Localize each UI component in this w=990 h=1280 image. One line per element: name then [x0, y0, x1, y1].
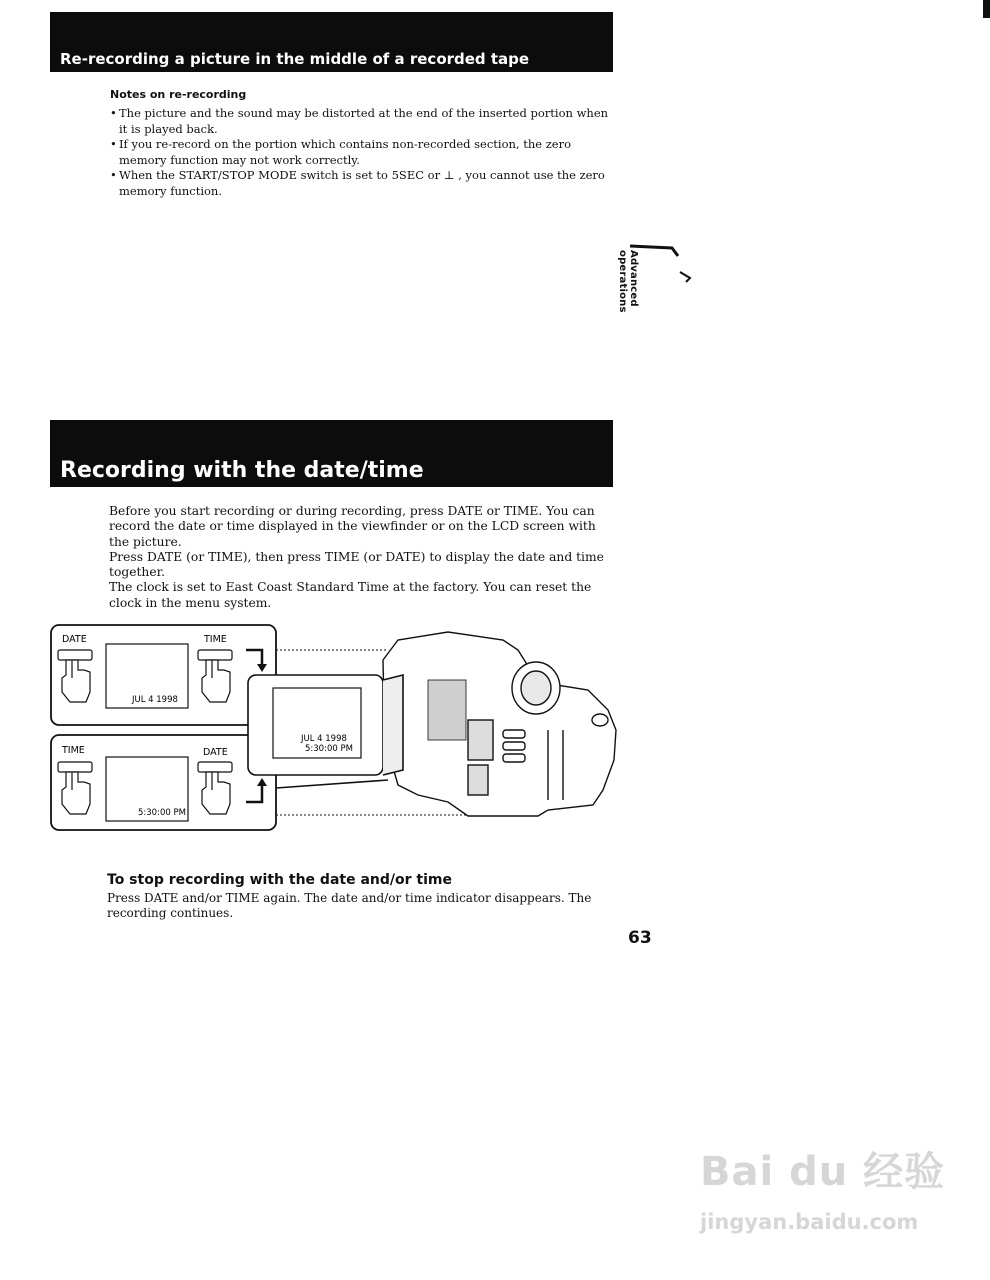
button-label: TIME: [62, 745, 85, 756]
notes-heading: Notes on re-recording: [110, 88, 247, 101]
button-label: DATE: [203, 747, 228, 758]
lcd-panel: [248, 675, 403, 788]
screen-text: 5:30:00 PM: [138, 808, 186, 818]
side-tab-label: Advanced operations: [617, 250, 639, 313]
screen-text: JUL 4 1998: [132, 695, 178, 705]
button-label: TIME: [204, 634, 227, 645]
intro-text: [109, 504, 614, 611]
list-item: • When the START/STOP MODE switch is set to 5SEC or ⊥ , you cannot use the zero memory function.: [110, 168, 612, 199]
section-title: Recording with the date/time: [60, 458, 424, 483]
subsection-text: Press DATE and/or TIME again. The date and/or time indicator disappears. The recording continues.: [107, 891, 592, 920]
camcorder-illustration: [383, 632, 616, 816]
intro-paragraph: Before you start recording or during recording, press DATE or TIME. You can record the date or time displayed in the viewfinder or on the LCD screen with the picture.: [109, 504, 596, 549]
date-time-diagram: [48, 620, 623, 835]
section-header-rerecording: [50, 12, 613, 72]
lcd-date: JUL 4 1998: [301, 734, 347, 744]
watermark-url: jingyan.baidu.com: [700, 1210, 919, 1234]
page-edge-mark: [983, 0, 990, 18]
list-item: • If you re-record on the portion which contains non-recorded section, the zero memory function may not work correctly.: [110, 137, 612, 168]
side-tab-marker: [630, 242, 700, 292]
watermark-logo: Bai du 经验: [700, 1149, 946, 1195]
section-title: Re-recording a picture in the middle of a recorded tape: [60, 50, 530, 68]
subsection-heading: To stop recording with the date and/or time: [107, 872, 452, 888]
section-header-datetime: [50, 420, 613, 487]
intro-paragraph: Press DATE (or TIME), then press TIME (or DATE) to display the date and time together.: [109, 549, 604, 580]
list-item: • The picture and the sound may be distorted at the end of the inserted portion when it is played back.: [110, 106, 612, 137]
intro-paragraph: The clock is set to East Coast Standard Time at the factory. You can reset the clock in the menu system.: [109, 580, 592, 610]
lcd-time: 5:30:00 PM: [305, 744, 353, 754]
notes-list: [110, 106, 612, 199]
button-label: DATE: [62, 634, 87, 645]
page-number: 63: [628, 928, 652, 948]
